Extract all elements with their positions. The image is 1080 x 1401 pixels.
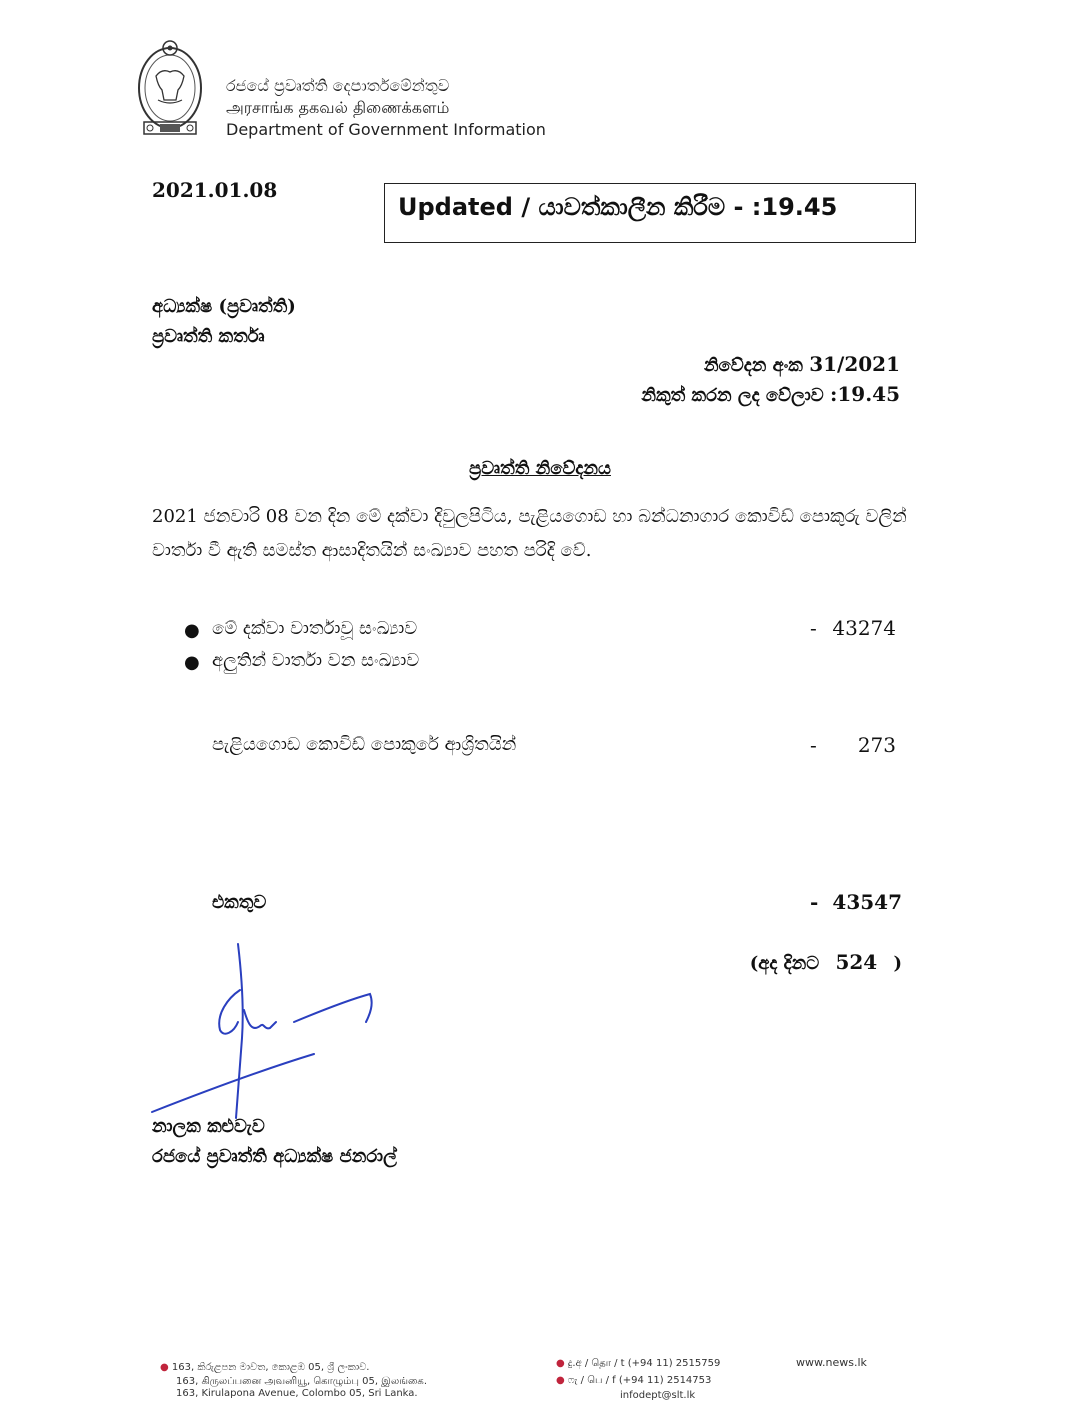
footer-bullet-icon: ●: [556, 1358, 568, 1369]
addressee-director: අධ්‍යක්ෂ (ප්‍රවෘත්ති): [152, 296, 296, 317]
footer-fax-number: (+94 11) 2514753: [618, 1375, 712, 1386]
footer-tel: [556, 1358, 720, 1370]
press-release-title: [0, 458, 1080, 479]
bullet-reported-label: මේ දක්වා වාර්තාවූ සංඛ්‍යාව: [212, 618, 418, 639]
total-label: එකතුව: [212, 892, 267, 913]
total-dash: -: [810, 890, 819, 914]
government-emblem-icon: [134, 38, 206, 142]
footer-address-si: [160, 1362, 369, 1373]
bullet-reported-dash: -: [810, 616, 817, 640]
today-value: 524: [835, 950, 878, 974]
org-name-english: Department of Government Information: [226, 120, 546, 139]
today-count: [600, 950, 902, 974]
footer-tel-label: දු.අ / தொ / t: [567, 1358, 625, 1369]
org-name-sinhala: රජයේ ප්‍රවෘත්ති දෙපාර්තමේන්තුව: [226, 76, 450, 95]
signatory-name: නාලක කළුවැව: [152, 1116, 265, 1137]
intro-paragraph: 2021 ජනවාරි 08 වන දින මේ දක්වා දිවුලපිටිය, පැළියගොඩ හා බන්ධනාගාර කොවිඩ් පොකුරු වලින් වාර්තා වී ඇති සමස්ත ආසාදිතයින් සංඛ්‍යාව පහත පරිදි වේ.: [152, 506, 907, 561]
issue-time: [560, 382, 900, 406]
footer-fax: [556, 1375, 711, 1387]
peliyagoda-label: පැළියගොඩ කොවිඩ් පොකුරේ ආශ්‍රිතයින්: [212, 734, 517, 755]
addressee-editor: ප්‍රවෘත්ති කර්තෘ: [152, 326, 265, 347]
peliyagoda-dash: -: [810, 733, 817, 757]
footer-tel-number: (+94 11) 2515759: [627, 1358, 721, 1369]
today-label: (අද දිනට: [749, 953, 820, 974]
footer-address-en: 163, Kirulapona Avenue, Colombo 05, Sri Lanka.: [176, 1388, 418, 1399]
footer-fax-label: ෆැ / பெ / f: [567, 1375, 616, 1386]
issue-time-value: :19.45: [829, 382, 900, 406]
total-value: 43547: [832, 890, 902, 914]
footer-bullet-icon: ●: [556, 1375, 568, 1386]
issue-time-label: නිකුත් කරන ලද වේලාව: [641, 385, 824, 406]
bullet-reported-value: 43274: [832, 616, 896, 640]
document-date: 2021.01.08: [152, 178, 278, 202]
footer-email[interactable]: infodept@slt.lk: [620, 1390, 696, 1401]
footer-address-ta: 163, கிருலப்பனை அவனியூ, கொழும்பு 05, இலங்கை.: [176, 1376, 428, 1387]
signatory-title: රජයේ ප්‍රවෘත්ති අධ්‍යක්ෂ ජනරාල්: [152, 1146, 397, 1167]
press-release-title-text: ප්‍රවෘත්ති නිවේදනය: [469, 458, 611, 479]
peliyagoda-value: 273: [857, 733, 896, 757]
bullet-icon: ●: [184, 620, 200, 641]
org-name-tamil: அரசாங்க தகவல் திணைக்களம்: [226, 98, 450, 117]
footer-website-link[interactable]: www.news.lk: [796, 1356, 867, 1369]
footer-address-si-text: 163, කිරුළපන මාවත, කොළඹ 05, ශ්‍රී ලංකාව.: [171, 1362, 370, 1373]
notice-number-label: නිවේදන අංක: [703, 355, 803, 376]
notice-number-value: 31/2021: [809, 352, 900, 376]
today-close: ): [893, 953, 902, 974]
bullet-new-label: අලුතින් වාර්තා වන සංඛ්‍යාව: [212, 650, 420, 671]
bullet-icon: ●: [184, 652, 200, 673]
signature-image: [148, 938, 388, 1128]
notice-number: [620, 352, 900, 376]
updated-label: Updated / යාවත්කාලීන කිරීම - :19.45: [398, 193, 838, 221]
footer-bullet-icon: ●: [160, 1362, 172, 1373]
